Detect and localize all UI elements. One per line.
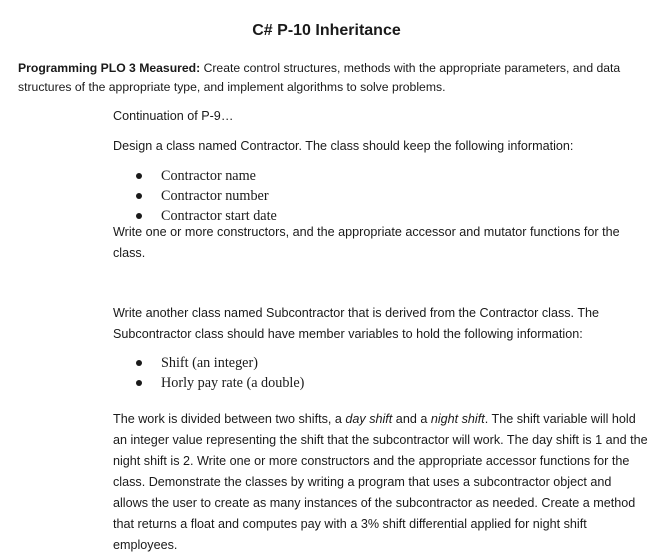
night-shift-term: night shift	[430, 412, 485, 426]
list-item: Contractor number	[133, 186, 277, 206]
day-shift-term: day shift	[345, 412, 393, 426]
work-text-part: . The shift variable will hold an integer value representing the shift that the subcontractor will work. The day shift is 1 and the night shift is 2. Write one or more constructors and the appropriate accessor functions for the class. Demonstrate the classes by writing a program that uses a subcontractor object and allows the user to create as many instances of the subcontractor as needed. Create a method that returns a float and computes pay with a 3% shift differential applied for night shift employees.	[113, 412, 648, 552]
page-title: C# P-10 Inheritance	[252, 22, 401, 39]
plo-label: Programming PLO 3 Measured:	[18, 61, 201, 75]
plo-paragraph	[18, 59, 643, 97]
list-item: Contractor start date	[133, 206, 277, 226]
subcontractor-instruction: Write another class named Subcontractor that is derived from the Contractor class. The Subcontractor class should have member variables to hold the following information:	[113, 306, 600, 341]
plo-text: Create control structures, methods with the appropriate parameters, and data structures of the appropriate type, and implement algorithms to solve problems.	[18, 61, 621, 94]
list-item: Horly pay rate (a double)	[133, 373, 304, 393]
work-text-part: The work is divided between two shifts, a	[113, 412, 346, 426]
list-item: Contractor name	[133, 166, 277, 186]
continuation-note: Continuation of P-9…	[113, 109, 234, 123]
subcontractor-fields-list	[133, 353, 304, 393]
work-text-part: and a	[392, 412, 431, 426]
constructors-instruction: Write one or more constructors, and the appropriate accessor and mutator functions for the class.	[113, 225, 620, 260]
list-item: Shift (an integer)	[133, 353, 304, 373]
contractor-fields-list	[133, 166, 277, 226]
work-description	[113, 409, 648, 556]
design-instruction: Design a class named Contractor. The class should keep the following information:	[113, 139, 574, 153]
